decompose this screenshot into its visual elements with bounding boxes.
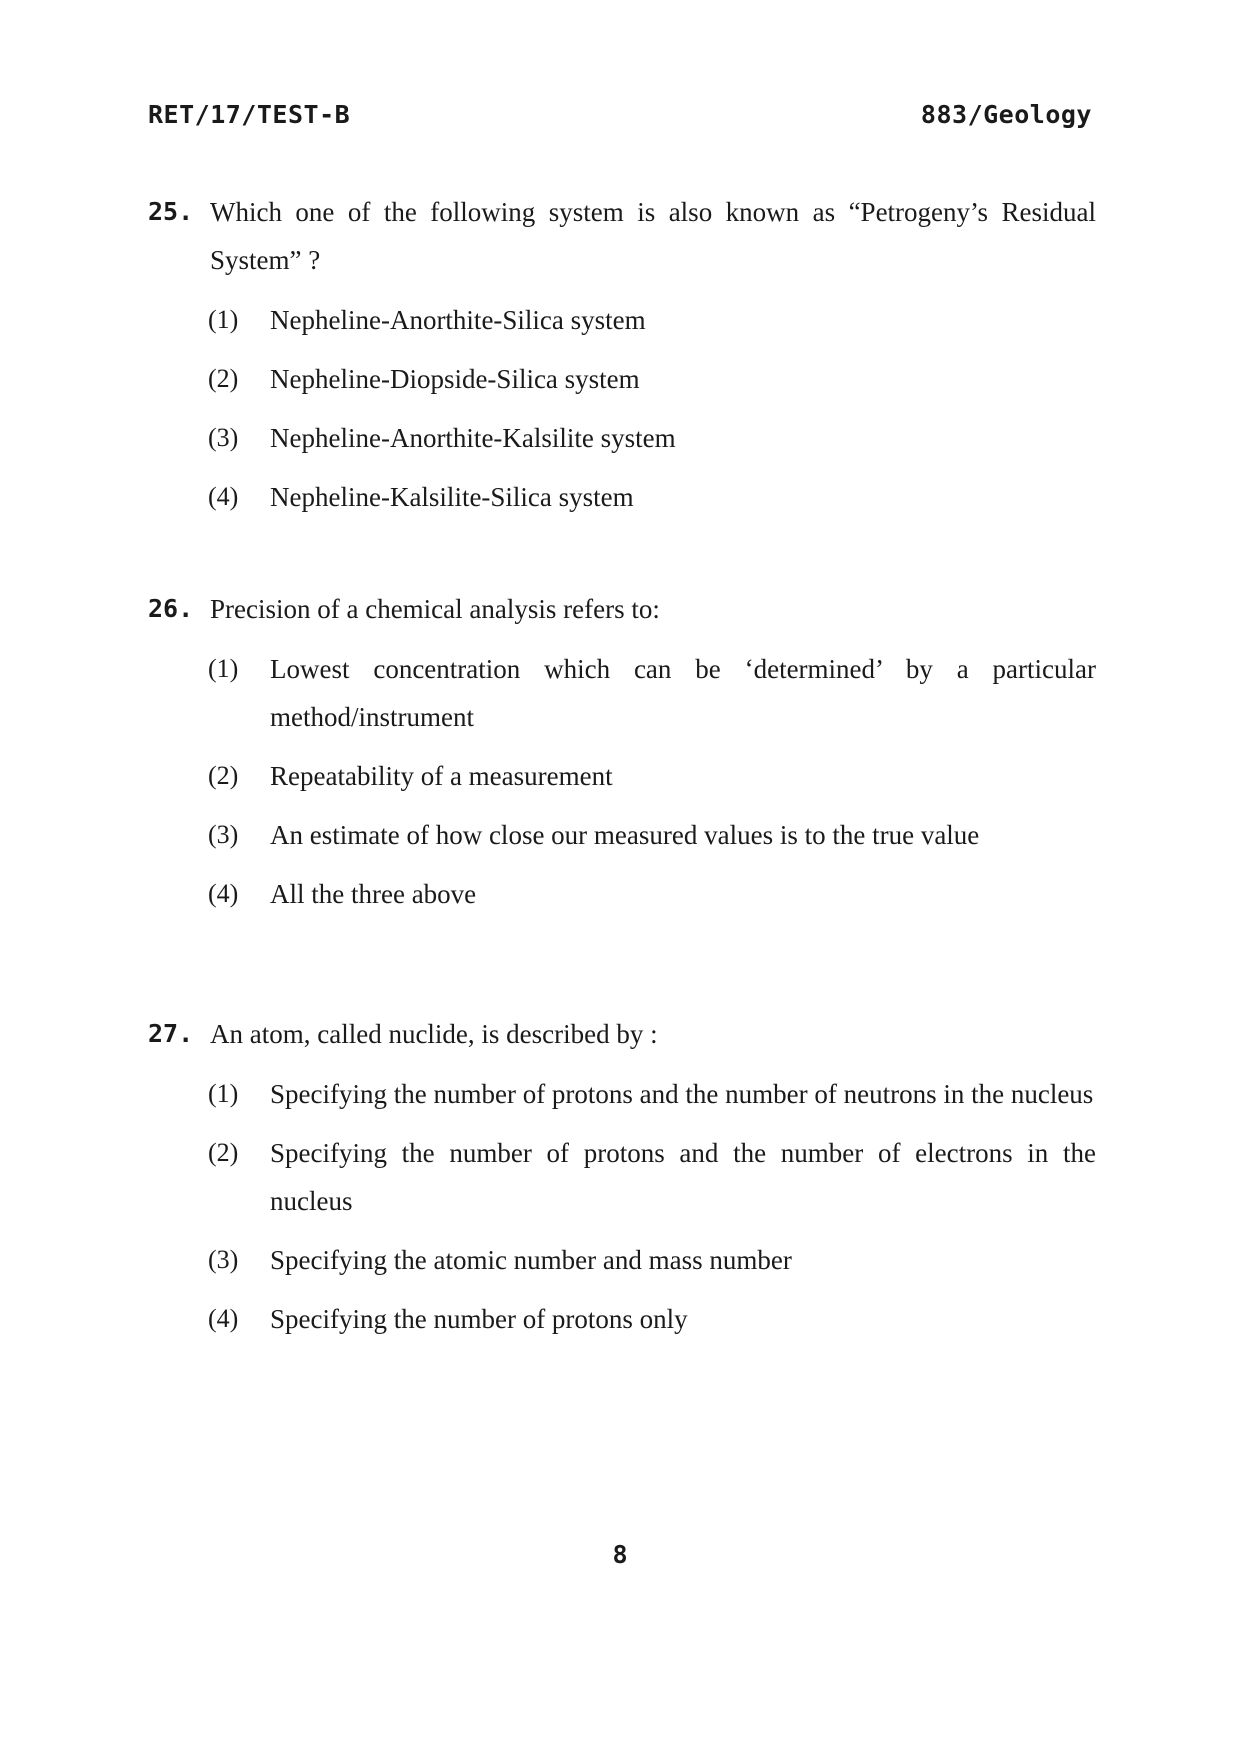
option-list [208, 296, 1096, 521]
option-item [208, 1295, 1096, 1343]
option-number: (3) [208, 423, 239, 452]
option-item [208, 355, 1096, 403]
option-number: (3) [208, 1245, 239, 1274]
question-number: 25. [148, 197, 194, 226]
option-number: (2) [208, 1138, 239, 1167]
question-25 [148, 188, 1096, 532]
option-text: Nepheline-Anorthite-Silica system [270, 305, 646, 335]
page-number: 8 [612, 1540, 628, 1569]
test-code-header: RET/17/TEST-B [148, 100, 351, 129]
question-26 [148, 585, 1096, 929]
option-number: (2) [208, 761, 239, 790]
option-list [208, 645, 1096, 918]
question-number: 27. [148, 1019, 194, 1048]
option-item [208, 1129, 1096, 1225]
option-text: Specifying the number of protons only [270, 1304, 688, 1334]
option-text: Repeatability of a measurement [270, 761, 613, 791]
option-item [208, 811, 1096, 859]
option-item [208, 1070, 1096, 1118]
option-item [208, 870, 1096, 918]
option-item [208, 752, 1096, 800]
option-number: (3) [208, 820, 239, 849]
option-text: Lowest concentration which can be ‘determined’ by a particular method/instrument [270, 654, 1096, 732]
option-text: An estimate of how close our measured values is to the true value [270, 820, 980, 850]
option-list [208, 1070, 1096, 1343]
option-text: Nepheline-Anorthite-Kalsilite system [270, 423, 676, 453]
question-number: 26. [148, 594, 194, 623]
question-text: Which one of the following system is also known as “Petrogeny’s Residual System” ? [210, 197, 1096, 275]
question-text: An atom, called nuclide, is described by : [210, 1019, 658, 1049]
subject-header: 883/Geology [920, 100, 1092, 129]
option-number: (1) [208, 305, 239, 334]
option-text: Nepheline-Diopside-Silica system [270, 364, 640, 394]
option-text: Nepheline-Kalsilite-Silica system [270, 482, 634, 512]
question-27 [148, 1010, 1096, 1354]
option-text: Specifying the number of protons and the number of electrons in the nucleus [270, 1138, 1096, 1216]
option-item [208, 414, 1096, 462]
option-number: (1) [208, 1079, 239, 1108]
question-text: Precision of a chemical analysis refers to: [210, 594, 660, 624]
option-number: (4) [208, 1304, 239, 1333]
option-number: (2) [208, 364, 239, 393]
option-number: (4) [208, 482, 239, 511]
option-text: Specifying the atomic number and mass number [270, 1245, 792, 1275]
option-item [208, 1236, 1096, 1284]
option-item [208, 645, 1096, 741]
option-text: All the three above [270, 879, 477, 909]
option-number: (4) [208, 879, 239, 908]
option-item [208, 296, 1096, 344]
option-text: Specifying the number of protons and the number of neutrons in the nucleus [270, 1079, 1094, 1109]
option-number: (1) [208, 654, 239, 683]
option-item [208, 473, 1096, 521]
